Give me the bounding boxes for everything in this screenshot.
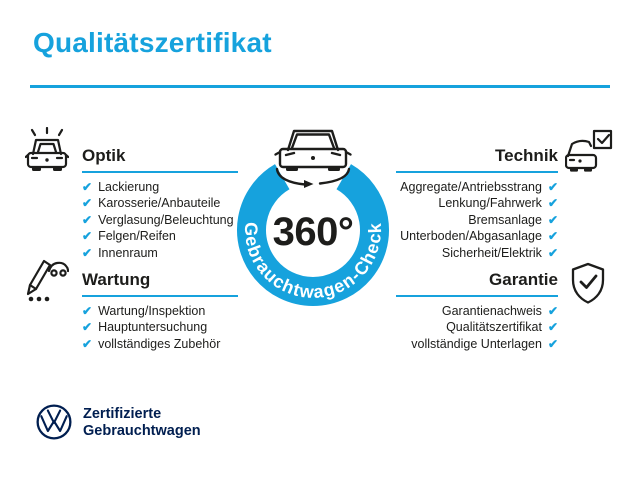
service-checklist-icon	[25, 256, 69, 304]
list-item-label: Lenkung/Fahrwerk	[438, 196, 542, 211]
check-icon: ✔	[547, 304, 558, 318]
vw-logo	[36, 404, 72, 440]
check-icon: ✔	[82, 320, 93, 335]
section-title-technik: Technik	[396, 146, 558, 173]
list-item	[82, 336, 238, 352]
wartung-checklist	[82, 303, 238, 352]
brand-claim-line2: Gebrauchtwagen	[83, 423, 201, 439]
section-title-garantie: Garantie	[396, 270, 558, 297]
list-item-label: vollständiges Zubehör	[98, 336, 221, 351]
list-item-label: Bremsanlage	[468, 212, 542, 227]
list-item	[82, 228, 238, 244]
list-item-label: vollständige Unterlagen	[411, 336, 542, 351]
list-item	[358, 336, 558, 352]
car-checkbox-icon	[565, 129, 613, 179]
check-icon: ✔	[547, 245, 558, 260]
list-item-label: Hauptuntersuchung	[98, 320, 208, 335]
list-item-label: Verglasung/Beleuchtung	[98, 212, 234, 227]
list-item	[82, 195, 238, 211]
check-icon: ✔	[547, 196, 558, 211]
section-title-optik: Optik	[82, 146, 238, 173]
car-360-rotation-icon	[276, 131, 351, 188]
check-icon: ✔	[82, 304, 93, 318]
check-icon: ✔	[547, 336, 558, 351]
list-item-label: Wartung/Inspektion	[98, 304, 206, 318]
list-item-label: Innenraum	[98, 245, 158, 260]
check-icon: ✔	[547, 180, 558, 194]
list-item-label: Aggregate/Antriebsstrang	[400, 180, 542, 194]
list-item-label: Lackierung	[98, 180, 160, 194]
list-item	[82, 303, 238, 319]
list-item	[82, 179, 238, 195]
360-value: 360°	[272, 210, 354, 254]
check-icon: ✔	[82, 336, 93, 351]
list-item	[82, 212, 238, 228]
ring-label: Gebrauchtwagen-Check	[240, 222, 386, 303]
list-item-label: Felgen/Reifen	[98, 229, 176, 244]
list-item-label: Qualitätszertifikat	[446, 320, 542, 335]
check-icon: ✔	[547, 320, 558, 335]
list-item-label: Unterboden/Abgasanlage	[400, 229, 542, 244]
section-wartung	[82, 270, 238, 352]
list-item-label: Karosserie/Anbauteile	[98, 196, 221, 211]
360-check-badge	[222, 122, 412, 312]
check-icon: ✔	[82, 245, 93, 260]
section-optik	[82, 146, 238, 261]
brand-claim	[83, 406, 201, 440]
car-shine-icon	[25, 127, 69, 177]
title-divider	[30, 85, 610, 88]
check-icon: ✔	[547, 212, 558, 227]
list-item	[358, 319, 558, 335]
optik-checklist	[82, 179, 238, 261]
page-title: Qualitätszertifikat	[33, 27, 272, 58]
check-icon: ✔	[82, 229, 93, 244]
brand-claim-line1: Zertifizierte	[83, 406, 162, 422]
list-item	[82, 245, 238, 261]
list-item-label: Garantienachweis	[441, 304, 542, 318]
shield-check-icon	[570, 262, 606, 304]
check-icon: ✔	[82, 180, 93, 194]
list-item-label: Sicherheit/Elektrik	[441, 245, 542, 260]
check-icon: ✔	[547, 229, 558, 244]
list-item	[82, 319, 238, 335]
section-title-wartung: Wartung	[82, 270, 238, 297]
check-icon: ✔	[82, 212, 93, 227]
check-icon: ✔	[82, 196, 93, 211]
